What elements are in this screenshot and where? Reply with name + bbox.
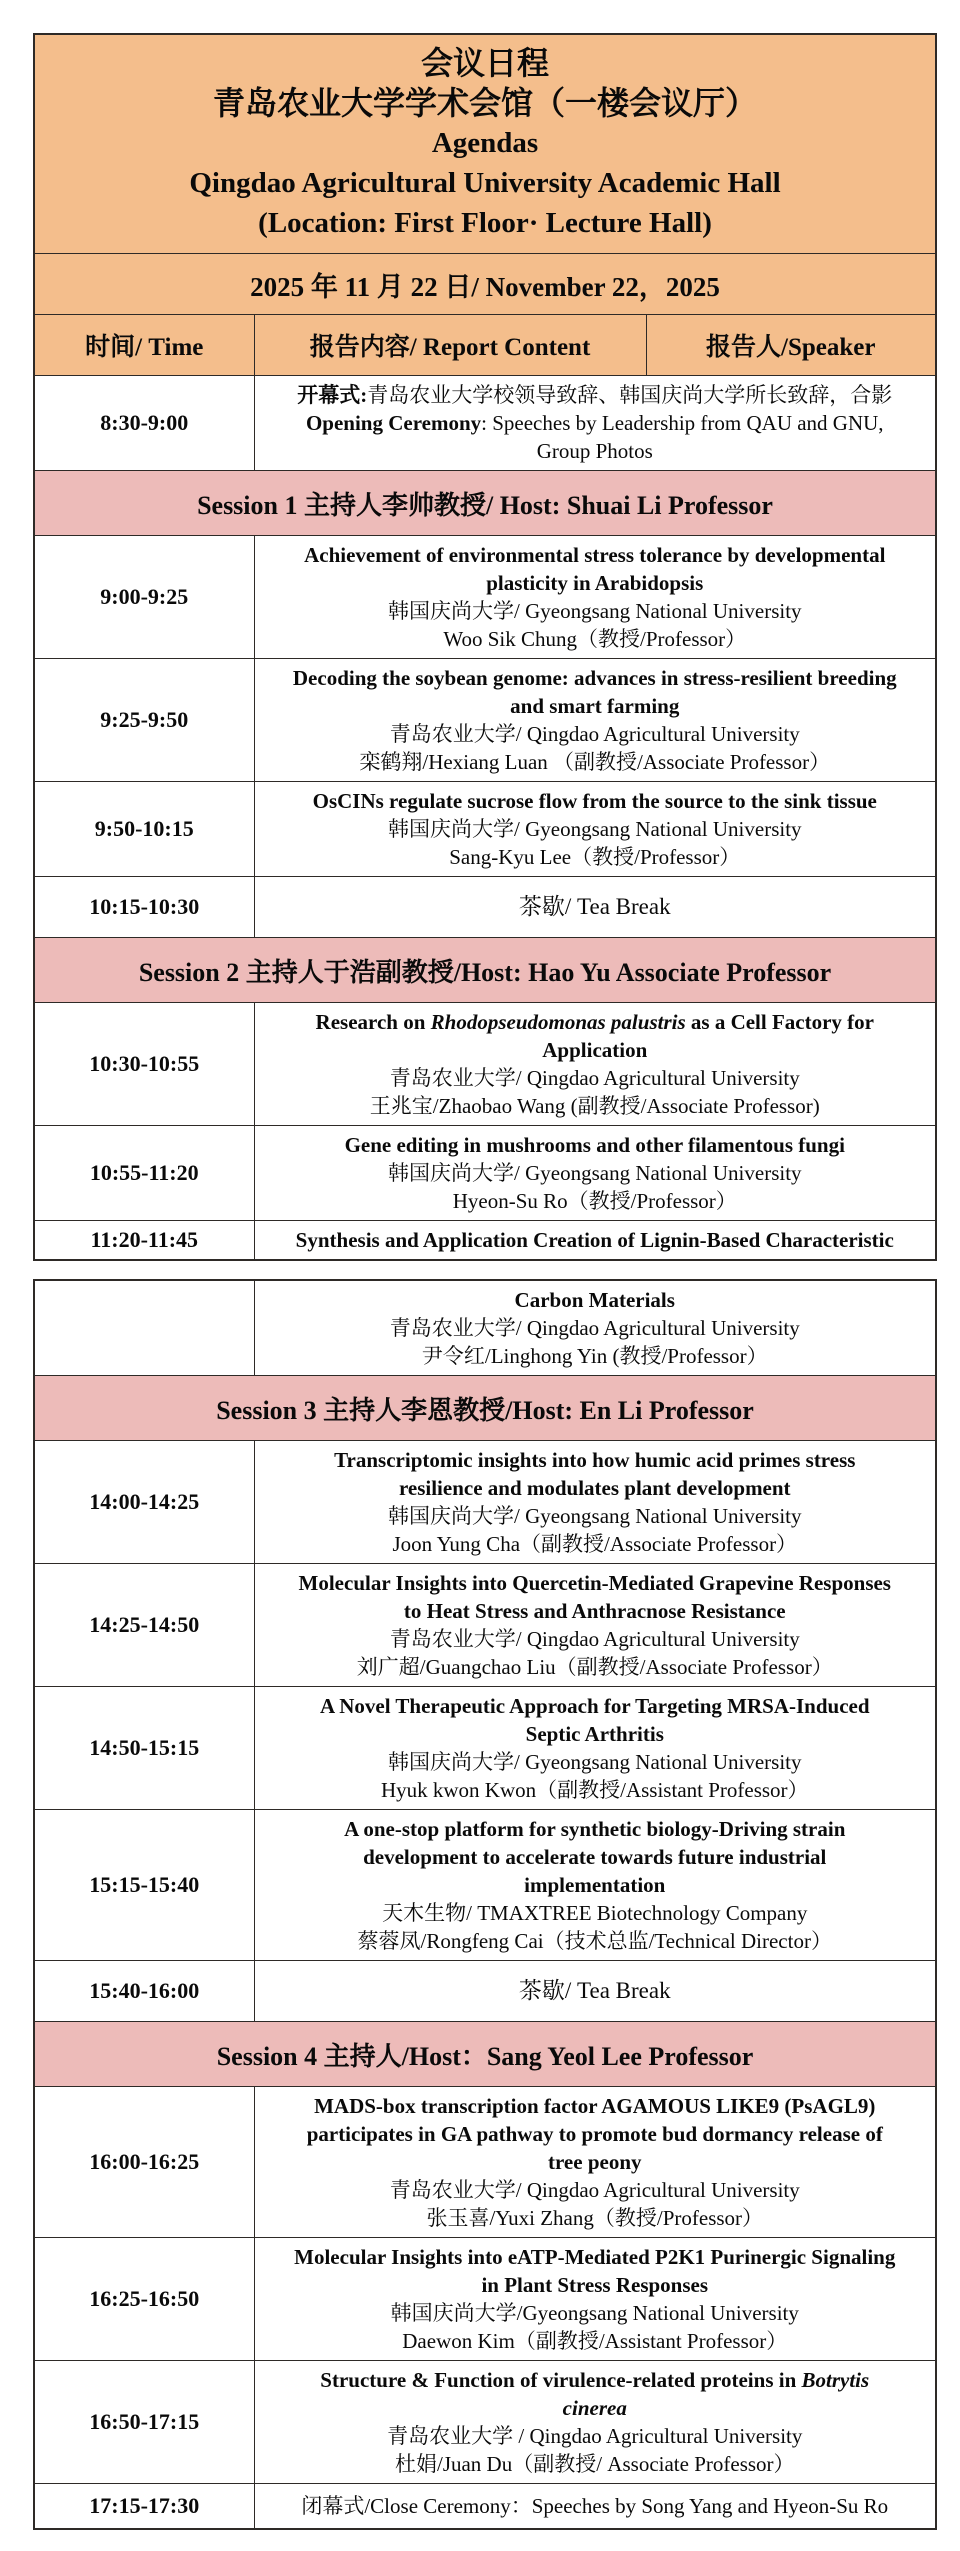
content-line: 青岛农业大学/ Qingdao Agricultural University xyxy=(389,722,800,746)
content-line: Synthesis and Application Creation of Lignin-Based Characteristic xyxy=(295,1228,894,1252)
content-cell xyxy=(254,2361,936,2484)
agenda-row-talk-14:25-14:50 xyxy=(34,1564,936,1687)
agenda-row-talk-9:25-9:50 xyxy=(34,659,936,782)
content-cell xyxy=(254,1564,936,1687)
content-line: 蔡蓉凤/Rongfeng Cai（技术总监/Technical Director） xyxy=(357,1929,832,1953)
content-cell xyxy=(254,1810,936,1961)
content-line: development to accelerate towards future industrial xyxy=(363,1845,827,1869)
content-cell xyxy=(254,376,936,471)
agenda-row-columns xyxy=(34,315,936,376)
content-cell xyxy=(254,1221,936,1261)
content-cell xyxy=(254,2238,936,2361)
document-title-line: 会议日程 xyxy=(421,45,550,81)
agenda-row-talk-9:50-10:15 xyxy=(34,782,936,877)
agenda-row-talk-8:30-9:00 xyxy=(34,376,936,471)
content-line: 韩国庆尚大学/ Gyeongsang National University xyxy=(387,1750,802,1774)
session-header-cell: Session 3 主持人李恩教授/Host: En Li Professor xyxy=(34,1376,936,1441)
agenda-row-talk-9:00-9:25 xyxy=(34,536,936,659)
agenda-row-date xyxy=(34,254,936,315)
content-line: Hyuk kwon Kwon（副教授/Assistant Professor） xyxy=(380,1778,809,1802)
agenda-row-single-17:15-17:30 xyxy=(34,2484,936,2530)
time-cell: 10:15-10:30 xyxy=(34,877,254,938)
content-line: Sang-Kyu Lee（教授/Professor） xyxy=(449,845,741,869)
column-header-1: 报告内容/ Report Content xyxy=(254,315,646,376)
time-cell: 9:25-9:50 xyxy=(34,659,254,782)
time-cell: 16:00-16:25 xyxy=(34,2087,254,2238)
session-header-cell: Session 2 主持人于浩副教授/Host: Hao Yu Associate Professor xyxy=(34,938,936,1003)
agenda-row-talk-16:50-17:15 xyxy=(34,2361,936,2484)
content-line: Molecular Insights into Quercetin-Mediated Grapevine Responses xyxy=(298,1571,891,1595)
content-line: 天木生物/ TMAXTREE Biotechnology Company xyxy=(382,1901,808,1925)
content-line: 青岛农业大学/ Qingdao Agricultural University xyxy=(389,1316,800,1340)
content-cell xyxy=(254,1687,936,1810)
content-line: in Plant Stress Responses xyxy=(481,2273,709,2297)
time-cell: 11:20-11:45 xyxy=(34,1221,254,1261)
content-line: Achievement of environmental stress tolerance by developmental xyxy=(304,543,886,567)
content-cell xyxy=(254,1441,936,1564)
session-header-cell: Session 4 主持人/Host：Sang Yeol Lee Professor xyxy=(34,2022,936,2087)
time-cell: 14:00-14:25 xyxy=(34,1441,254,1564)
content-line: MADS-box transcription factor AGAMOUS LIKE9 (PsAGL9) xyxy=(314,2094,876,2118)
content-line: 刘广超/Guangchao Liu（副教授/Associate Professor） xyxy=(356,1655,833,1679)
column-header-2: 报告人/Speaker xyxy=(646,315,936,376)
session-header-cell: Session 1 主持人李帅教授/ Host: Shuai Li Professor xyxy=(34,471,936,536)
content-line: Opening Ceremony: Speeches by Leadership from QAU and GNU, xyxy=(305,411,884,435)
column-header-0: 时间/ Time xyxy=(34,315,254,376)
agenda-row-talk-14:50-15:15 xyxy=(34,1687,936,1810)
content-line: 韩国庆尚大学/ Gyeongsang National University xyxy=(388,817,802,841)
content-cell xyxy=(254,782,936,877)
document-title-cell xyxy=(34,34,936,254)
content-line: Joon Yung Cha（副教授/Associate Professor） xyxy=(392,1532,798,1556)
content-line: 青岛农业大学/ Qingdao Agricultural University xyxy=(389,1627,800,1651)
document-title-line: 青岛农业大学学术会馆（一楼会议厅） xyxy=(213,85,758,121)
content-line: Transcriptomic insights into how humic acid primes stress xyxy=(334,1448,856,1472)
content-line: Woo Sik Chung（教授/Professor） xyxy=(443,627,747,651)
time-cell: 15:15-15:40 xyxy=(34,1810,254,1961)
time-cell: 10:55-11:20 xyxy=(34,1126,254,1221)
date-cell: 2025 年 11 月 22 日/ November 22，2025 xyxy=(34,254,936,315)
agenda-row-break-15:40-16:00 xyxy=(34,1961,936,2022)
time-cell: 14:25-14:50 xyxy=(34,1564,254,1687)
content-line: 青岛农业大学/ Qingdao Agricultural University xyxy=(389,2178,800,2202)
content-line: 韩国庆尚大学/ Gyeongsang National University xyxy=(388,1161,802,1185)
content-cell xyxy=(254,659,936,782)
content-line: A one-stop platform for synthetic biology-Driving strain xyxy=(344,1817,846,1841)
content-line: resilience and modulates plant development xyxy=(398,1476,791,1500)
content-line: and smart farming xyxy=(510,694,680,718)
content-cell: 闭幕式/Close Ceremony：Speeches by Song Yang and Hyeon-Su Ro xyxy=(254,2484,936,2530)
content-line: 杜娟/Juan Du（副教授/ Associate Professor） xyxy=(394,2452,795,2476)
content-line: Gene editing in mushrooms and other filamentous fungi xyxy=(344,1133,845,1157)
content-cell xyxy=(254,536,936,659)
time-cell: 9:00-9:25 xyxy=(34,536,254,659)
agenda-table-page-2 xyxy=(33,1279,937,2530)
time-cell: 8:30-9:00 xyxy=(34,376,254,471)
content-line: Group Photos xyxy=(536,439,653,463)
content-line: Septic Arthritis xyxy=(525,1722,664,1746)
agenda-row-session xyxy=(34,471,936,536)
content-line: implementation xyxy=(524,1873,666,1897)
content-line: 王兆宝/Zhaobao Wang (副教授/Associate Professor) xyxy=(369,1094,820,1118)
content-cell xyxy=(254,1126,936,1221)
time-cell: 16:50-17:15 xyxy=(34,2361,254,2484)
content-line: 张玉喜/Yuxi Zhang（教授/Professor） xyxy=(426,2206,764,2230)
content-line: OsCINs regulate sucrose flow from the source to the sink tissue xyxy=(312,789,877,813)
agenda-row-talk-10:55-11:20 xyxy=(34,1126,936,1221)
content-line: 韩国庆尚大学/ Gyeongsang National University xyxy=(388,599,802,623)
content-line: Research on Rhodopseudomonas palustris as a Cell Factory for xyxy=(315,1010,874,1034)
content-line: plasticity in Arabidopsis xyxy=(486,571,704,595)
content-line: Molecular Insights into eATP-Mediated P2K1 Purinergic Signaling xyxy=(294,2245,896,2269)
content-line: 青岛农业大学 / Qingdao Agricultural University xyxy=(387,2424,803,2448)
agenda-row-talk-16:00-16:25 xyxy=(34,2087,936,2238)
agenda-row-session xyxy=(34,1376,936,1441)
content-cell xyxy=(254,1280,936,1376)
agenda-table-body-2 xyxy=(34,1280,936,2529)
content-cell xyxy=(254,1003,936,1126)
content-line: to Heat Stress and Anthracnose Resistance xyxy=(403,1599,786,1623)
document-title-line: Qingdao Agricultural University Academic Hall xyxy=(189,167,781,199)
agenda-row-title xyxy=(34,34,936,254)
content-line: 韩国庆尚大学/ Gyeongsang National University xyxy=(387,1504,802,1528)
document-title-line: Agendas xyxy=(431,127,539,159)
agenda-row-talk-15:15-15:40 xyxy=(34,1810,936,1961)
time-cell xyxy=(34,1280,254,1376)
content-line: Daewon Kim（副教授/Assistant Professor） xyxy=(402,2329,788,2353)
content-line: cinerea xyxy=(562,2396,627,2420)
time-cell: 15:40-16:00 xyxy=(34,1961,254,2022)
content-cell xyxy=(254,2087,936,2238)
time-cell: 10:30-10:55 xyxy=(34,1003,254,1126)
content-line: Hyeon-Su Ro（教授/Professor） xyxy=(452,1189,737,1213)
agenda-row-talk-16:25-16:50 xyxy=(34,2238,936,2361)
content-line: 青岛农业大学/ Qingdao Agricultural University xyxy=(389,1066,800,1090)
agenda-table-body-1 xyxy=(34,34,936,1260)
agenda-row-talk-10:30-10:55 xyxy=(34,1003,936,1126)
agenda-table-page-1 xyxy=(33,33,937,1261)
content-cell: 茶歇/ Tea Break xyxy=(254,1961,936,2022)
content-line: tree peony xyxy=(548,2150,642,2174)
content-line: Application xyxy=(542,1038,648,1062)
time-cell: 14:50-15:15 xyxy=(34,1687,254,1810)
agenda-row-talk xyxy=(34,1280,936,1376)
content-line: 栾鹤翔/Hexiang Luan （副教授/Associate Professor） xyxy=(359,750,831,774)
agenda-row-session xyxy=(34,938,936,1003)
content-line: Structure & Function of virulence-related proteins in Botrytis xyxy=(320,2368,870,2392)
time-cell: 9:50-10:15 xyxy=(34,782,254,877)
content-line: participates in GA pathway to promote bud dormancy release of xyxy=(306,2122,883,2146)
time-cell: 17:15-17:30 xyxy=(34,2484,254,2530)
content-line: 开幕式:青岛农业大学校领导致辞、韩国庆尚大学所长致辞，合影 xyxy=(297,383,893,407)
agenda-row-talk-11:20-11:45 xyxy=(34,1221,936,1261)
conference-agenda-document xyxy=(33,33,935,2530)
agenda-row-session xyxy=(34,2022,936,2087)
document-title-line: (Location: First Floor· Lecture Hall) xyxy=(258,207,712,239)
time-cell: 16:25-16:50 xyxy=(34,2238,254,2361)
content-line: 韩国庆尚大学/Gyeongsang National University xyxy=(390,2301,799,2325)
content-cell: 茶歇/ Tea Break xyxy=(254,877,936,938)
content-line: Carbon Materials xyxy=(514,1288,675,1312)
content-line: A Novel Therapeutic Approach for Targeting MRSA-Induced xyxy=(319,1694,870,1718)
agenda-row-talk-14:00-14:25 xyxy=(34,1441,936,1564)
content-line: Decoding the soybean genome: advances in stress-resilient breeding xyxy=(292,666,897,690)
agenda-row-break-10:15-10:30 xyxy=(34,877,936,938)
content-line: 尹令红/Linghong Yin (教授/Professor） xyxy=(421,1344,768,1368)
